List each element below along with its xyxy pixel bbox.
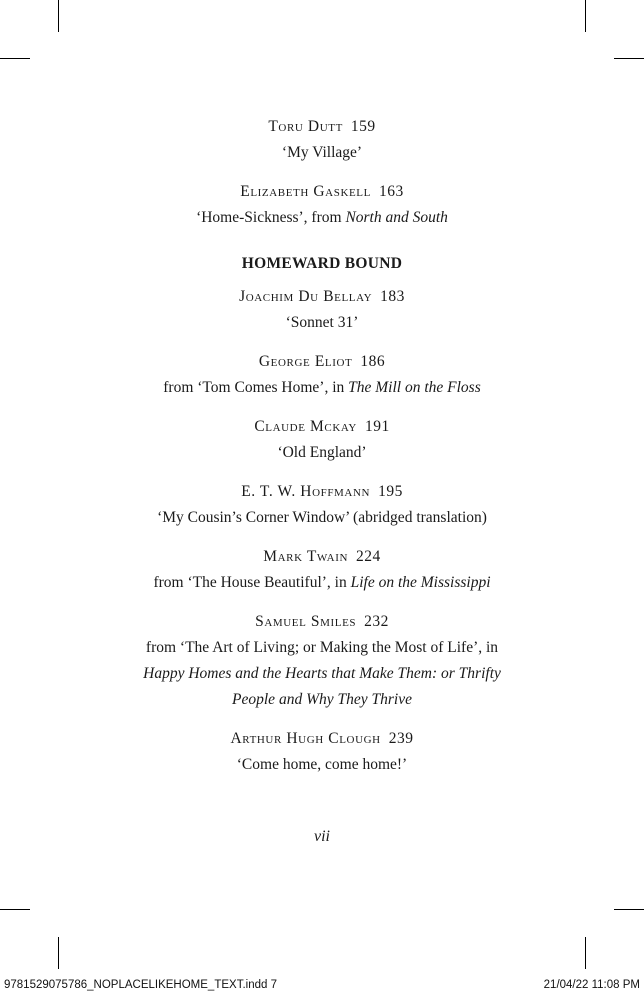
author-line <box>0 349 644 375</box>
author-name: Arthur Hugh Clough <box>230 730 381 747</box>
work-title-segment: The Mill on the Floss <box>348 379 481 396</box>
work-title <box>0 752 644 778</box>
author-line <box>0 479 644 505</box>
work-title-segment: from ‘The House Beautiful’, in <box>153 574 351 591</box>
page-number: 224 <box>356 548 381 565</box>
work-title-segment: ‘Old England’ <box>277 444 367 461</box>
work-title-segment: North and South <box>345 209 448 226</box>
author-line <box>0 414 644 440</box>
table-of-contents <box>0 114 644 791</box>
crop-mark-bottom-right <box>585 937 586 969</box>
page-number: 183 <box>380 288 405 305</box>
toc-entry <box>0 544 644 596</box>
work-title <box>0 205 644 231</box>
author-name: George Eliot <box>258 353 353 370</box>
author-name: Joachim Du Bellay <box>239 288 373 305</box>
entries-after <box>0 284 644 778</box>
work-title <box>0 375 644 401</box>
author-name: Samuel Smiles <box>255 613 357 630</box>
crop-mark-top-left <box>58 0 59 32</box>
crop-mark-right-bottom <box>614 909 644 910</box>
work-title-segment: ‘Home-Sickness’, from <box>196 209 346 226</box>
work-title-segment: Happy Homes and the Hearts that Make Them: or Thrifty <box>143 665 501 682</box>
author-name: Elizabeth Gaskell <box>240 183 371 200</box>
work-title-segment: from ‘Tom Comes Home’, in <box>163 379 349 396</box>
work-title-segment: ‘My Village’ <box>281 144 363 161</box>
page-number: 239 <box>388 730 414 747</box>
page-number: 163 <box>378 183 404 200</box>
work-title-segment: People and Why They Thrive <box>232 691 412 708</box>
work-title-segment: ‘Sonnet 31’ <box>285 314 359 331</box>
toc-entry <box>0 414 644 466</box>
section-title: HOMEWARD BOUND <box>241 255 403 272</box>
author-name: Claude Mckay <box>254 418 357 435</box>
entries-before <box>0 114 644 231</box>
crop-mark-left-bottom <box>0 909 30 910</box>
work-title <box>0 140 644 166</box>
work-title <box>0 310 644 336</box>
work-title <box>0 440 644 466</box>
work-title <box>0 635 644 713</box>
author-name: E. T. W. Hoffmann <box>241 483 371 500</box>
author-line <box>0 114 644 140</box>
toc-entry <box>0 179 644 231</box>
work-title-segment: from ‘The Art of Living; or Making the Most of Life’, in <box>145 639 499 656</box>
slug-right: 21/04/22 11:08 PM <box>543 979 640 991</box>
page-number: 159 <box>350 118 376 135</box>
page-number: 195 <box>378 483 403 500</box>
work-title-segment: ‘Come home, come home!’ <box>236 756 408 773</box>
slug-left: 9781529075786_NOPLACELIKEHOME_TEXT.indd 7 <box>4 979 277 991</box>
work-title <box>0 570 644 596</box>
crop-mark-top-right <box>585 0 586 32</box>
author-name: Mark Twain <box>263 548 349 565</box>
toc-entry <box>0 349 644 401</box>
work-title <box>0 505 644 531</box>
crop-mark-right-top <box>614 58 644 59</box>
page-number: 232 <box>364 613 389 630</box>
toc-entry <box>0 284 644 336</box>
toc-entry <box>0 479 644 531</box>
author-line <box>0 609 644 635</box>
author-line <box>0 284 644 310</box>
author-line <box>0 179 644 205</box>
work-title-segment: Life on the Mississippi <box>350 574 491 591</box>
author-line <box>0 544 644 570</box>
page-number: 186 <box>360 353 386 370</box>
author-line <box>0 726 644 752</box>
crop-mark-bottom-left <box>58 937 59 969</box>
author-name: Toru Dutt <box>268 118 343 135</box>
crop-mark-left-top <box>0 58 30 59</box>
page-folio: vii <box>314 828 330 845</box>
toc-entry <box>0 114 644 166</box>
toc-entry <box>0 726 644 778</box>
work-title-segment: ‘My Cousin’s Corner Window’ (abridged translation) <box>157 509 487 526</box>
page-number: 191 <box>364 418 390 435</box>
toc-entry <box>0 609 644 713</box>
